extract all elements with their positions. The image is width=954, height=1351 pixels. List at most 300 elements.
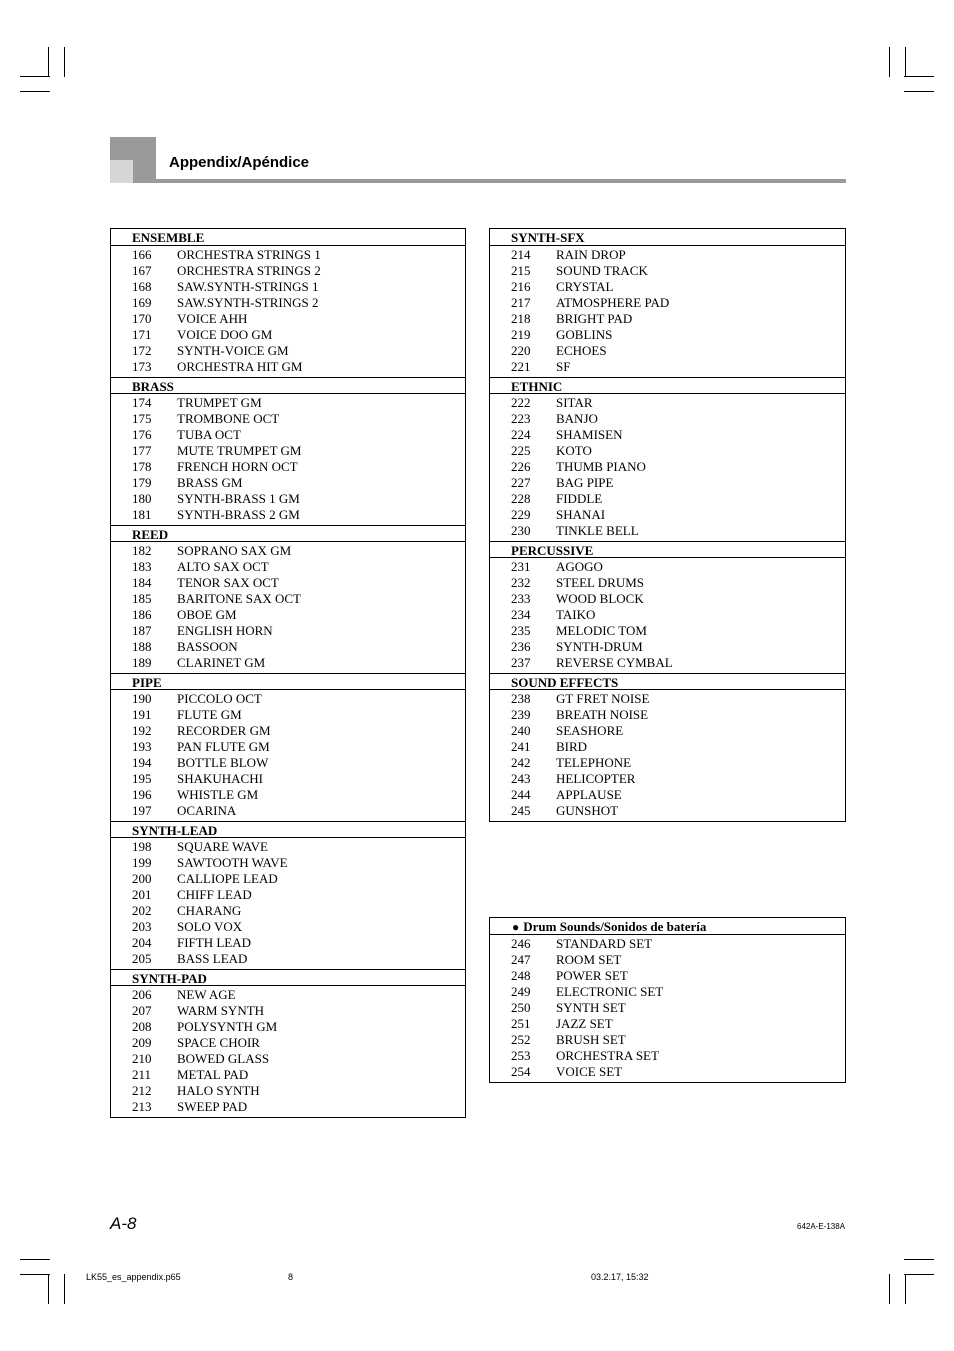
tone-name: SOUND TRACK: [556, 263, 648, 278]
tone-name: NEW AGE: [177, 987, 236, 1002]
tone-name: ORCHESTRA STRINGS 2: [177, 263, 321, 278]
tone-number: 183: [132, 559, 152, 574]
tone-name: BASSOON: [177, 639, 238, 654]
section-rows: [111, 690, 465, 821]
crop-mark: [48, 1274, 49, 1304]
tone-name: KOTO: [556, 443, 592, 458]
tone-number: 181: [132, 507, 152, 522]
tone-number: 171: [132, 327, 152, 342]
tone-number: 233: [511, 591, 531, 606]
tone-number: 175: [132, 411, 152, 426]
list-item: [111, 1051, 465, 1067]
tone-name: RECORDER GM: [177, 723, 271, 738]
tone-name: JAZZ SET: [556, 1016, 613, 1031]
header-decoration-inner: [110, 160, 133, 183]
section-header: SYNTH-SFX: [490, 229, 845, 246]
list-item: [111, 443, 465, 459]
list-item: [490, 691, 845, 707]
tone-name: BOTTLE BLOW: [177, 755, 269, 770]
list-item: [490, 491, 845, 507]
tone-name: PAN FLUTE GM: [177, 739, 270, 754]
list-item: [111, 655, 465, 671]
section-rows: [111, 986, 465, 1117]
list-item: [111, 739, 465, 755]
list-item: [111, 295, 465, 311]
tone-number: 231: [511, 559, 531, 574]
crop-mark: [20, 76, 50, 77]
crop-mark: [20, 91, 50, 92]
tone-name: WOOD BLOCK: [556, 591, 644, 606]
list-item: [490, 755, 845, 771]
tone-number: 168: [132, 279, 152, 294]
crop-mark: [905, 1274, 906, 1304]
list-item: [490, 263, 845, 279]
tone-name: TRUMPET GM: [177, 395, 262, 410]
list-item: [490, 311, 845, 327]
list-item: [490, 279, 845, 295]
footer-page: 8: [288, 1272, 294, 1282]
list-item: [490, 1016, 845, 1032]
tone-name: SEASHORE: [556, 723, 624, 738]
list-item: [111, 1035, 465, 1051]
tone-name: APPLAUSE: [556, 787, 622, 802]
list-item: [490, 559, 845, 575]
tone-number: 235: [511, 623, 531, 638]
list-item: [111, 543, 465, 559]
list-item: [490, 1000, 845, 1016]
crop-mark: [20, 1274, 50, 1275]
list-item: [490, 327, 845, 343]
tone-name: STANDARD SET: [556, 936, 653, 951]
list-item: [490, 607, 845, 623]
tone-number: 217: [511, 295, 531, 310]
list-item: [111, 395, 465, 411]
tone-name: ALTO SAX OCT: [177, 559, 269, 574]
list-item: [111, 903, 465, 919]
tone-number: 192: [132, 723, 152, 738]
tone-number: 215: [511, 263, 531, 278]
tone-name: FIDDLE: [556, 491, 603, 506]
tone-name: SHAMISEN: [556, 427, 623, 442]
list-item: [111, 1067, 465, 1083]
tone-number: 239: [511, 707, 531, 722]
section-header: ENSEMBLE: [111, 229, 465, 246]
tone-name: SOLO VOX: [177, 919, 243, 934]
list-item: [490, 395, 845, 411]
list-item: [490, 1064, 845, 1080]
section-header: PIPE: [111, 673, 465, 690]
list-item: [111, 855, 465, 871]
tone-number: 198: [132, 839, 152, 854]
list-item: [111, 475, 465, 491]
tone-number: 203: [132, 919, 152, 934]
tone-name: POWER SET: [556, 968, 628, 983]
list-item: [490, 936, 845, 952]
tone-name: BRIGHT PAD: [556, 311, 633, 326]
tone-name: TAIKO: [556, 607, 596, 622]
tone-name: ROOM SET: [556, 952, 622, 967]
tone-number: 246: [511, 936, 531, 951]
list-item: [111, 951, 465, 967]
tone-name: ORCHESTRA SET: [556, 1048, 659, 1063]
tone-name: CHARANG: [177, 903, 242, 918]
tone-name: VOICE SET: [556, 1064, 623, 1079]
list-item: [111, 839, 465, 855]
list-item: [490, 739, 845, 755]
tone-name: SYNTH-BRASS 2 GM: [177, 507, 300, 522]
tone-name: REVERSE CYMBAL: [556, 655, 673, 670]
tone-number: 187: [132, 623, 152, 638]
tone-name: GUNSHOT: [556, 803, 619, 818]
tone-name: WARM SYNTH: [177, 1003, 265, 1018]
tone-name: POLYSYNTH GM: [177, 1019, 278, 1034]
tone-number: 195: [132, 771, 152, 786]
list-item: [490, 459, 845, 475]
list-item: [111, 803, 465, 819]
crop-mark: [64, 1274, 65, 1304]
tone-name: BRUSH SET: [556, 1032, 626, 1047]
tone-name: ELECTRONIC SET: [556, 984, 664, 999]
tone-number: 253: [511, 1048, 531, 1063]
tone-number: 176: [132, 427, 152, 442]
tone-number: 166: [132, 247, 152, 262]
list-item: [111, 1003, 465, 1019]
drum-sounds-table: [489, 917, 846, 1083]
list-item: [490, 655, 845, 671]
tone-number: 226: [511, 459, 531, 474]
tone-number: 182: [132, 543, 152, 558]
list-item: [490, 952, 845, 968]
tone-number: 222: [511, 395, 531, 410]
tone-name: ENGLISH HORN: [177, 623, 273, 638]
tone-name: OBOE GM: [177, 607, 237, 622]
tone-name: ATMOSPHERE PAD: [556, 295, 670, 310]
tone-number: 193: [132, 739, 152, 754]
list-item: [111, 311, 465, 327]
tone-name: SITAR: [556, 395, 593, 410]
list-item: [111, 691, 465, 707]
tone-name: SYNTH-BRASS 1 GM: [177, 491, 300, 506]
list-item: [490, 523, 845, 539]
tone-number: 200: [132, 871, 152, 886]
list-item: [490, 443, 845, 459]
list-item: [111, 771, 465, 787]
list-item: [111, 559, 465, 575]
tone-name: SQUARE WAVE: [177, 839, 268, 854]
tone-number: 167: [132, 263, 152, 278]
section-header: SYNTH-PAD: [111, 969, 465, 986]
tone-name: VOICE DOO GM: [177, 327, 273, 342]
list-item: [111, 343, 465, 359]
tone-number: 212: [132, 1083, 152, 1098]
tone-number: 216: [511, 279, 531, 294]
tone-number: 245: [511, 803, 531, 818]
list-item: [111, 723, 465, 739]
tone-name: TELEPHONE: [556, 755, 632, 770]
tone-name: SWEEP PAD: [177, 1099, 248, 1114]
section-rows: [490, 246, 845, 377]
tone-number: 241: [511, 739, 531, 754]
tone-number: 240: [511, 723, 531, 738]
list-item: [111, 491, 465, 507]
tone-number: 190: [132, 691, 152, 706]
tone-number: 185: [132, 591, 152, 606]
tone-name: FIFTH LEAD: [177, 935, 252, 950]
tone-number: 196: [132, 787, 152, 802]
tone-name: MUTE TRUMPET GM: [177, 443, 302, 458]
list-item: [111, 987, 465, 1003]
tone-name: PICCOLO OCT: [177, 691, 262, 706]
list-item: [490, 427, 845, 443]
crop-mark: [20, 1259, 50, 1260]
tone-name: ECHOES: [556, 343, 607, 358]
tone-name: FLUTE GM: [177, 707, 242, 722]
list-item: [111, 787, 465, 803]
crop-mark: [64, 47, 65, 77]
tone-number: 249: [511, 984, 531, 999]
tone-number: 202: [132, 903, 152, 918]
tone-name: SF: [556, 359, 571, 374]
list-item: [111, 247, 465, 263]
list-item: [490, 411, 845, 427]
list-item: [111, 1099, 465, 1115]
tone-list-left: [110, 228, 466, 1118]
drum-rows: [490, 935, 845, 1082]
tone-number: 189: [132, 655, 152, 670]
list-item: [490, 247, 845, 263]
tone-name: SAWTOOTH WAVE: [177, 855, 288, 870]
tone-name: TENOR SAX OCT: [177, 575, 279, 590]
list-item: [490, 1048, 845, 1064]
list-item: [490, 771, 845, 787]
tone-number: 214: [511, 247, 531, 262]
tone-name: BANJO: [556, 411, 598, 426]
tone-number: 169: [132, 295, 152, 310]
tone-name: CRYSTAL: [556, 279, 614, 294]
tone-name: VOICE AHH: [177, 311, 248, 326]
section-rows: [111, 246, 465, 377]
list-item: [111, 1083, 465, 1099]
list-item: [490, 639, 845, 655]
list-item: [490, 723, 845, 739]
tone-number: 228: [511, 491, 531, 506]
tone-number: 178: [132, 459, 152, 474]
list-item: [490, 803, 845, 819]
list-item: [111, 607, 465, 623]
list-item: [490, 359, 845, 375]
list-item: [111, 755, 465, 771]
section-rows: [490, 558, 845, 673]
tone-number: 174: [132, 395, 152, 410]
tone-number: 219: [511, 327, 531, 342]
list-item: [111, 507, 465, 523]
tone-number: 251: [511, 1016, 531, 1031]
list-item: [111, 639, 465, 655]
list-item: [490, 968, 845, 984]
tone-name: ORCHESTRA STRINGS 1: [177, 247, 321, 262]
drum-table-title: Drum Sounds/Sonidos de batería: [523, 919, 707, 934]
tone-name: HALO SYNTH: [177, 1083, 260, 1098]
tone-number: 206: [132, 987, 152, 1002]
tone-name: BAG PIPE: [556, 475, 614, 490]
tone-number: 220: [511, 343, 531, 358]
list-item: [111, 359, 465, 375]
tone-name: SYNTH-DRUM: [556, 639, 643, 654]
tone-name: GT FRET NOISE: [556, 691, 650, 706]
section-header: REED: [111, 525, 465, 542]
tone-name: SHANAI: [556, 507, 606, 522]
tone-number: 247: [511, 952, 531, 967]
tone-name: SPACE CHOIR: [177, 1035, 260, 1050]
tone-number: 211: [132, 1067, 152, 1082]
tone-number: 232: [511, 575, 531, 590]
tone-number: 207: [132, 1003, 152, 1018]
tone-name: GOBLINS: [556, 327, 613, 342]
list-item: [490, 507, 845, 523]
tone-name: WHISTLE GM: [177, 787, 259, 802]
page-title: Appendix/Apéndice: [169, 154, 310, 171]
page-number: A-8: [110, 1214, 137, 1233]
tone-name: TROMBONE OCT: [177, 411, 280, 426]
tone-number: 208: [132, 1019, 152, 1034]
crop-mark: [889, 47, 890, 77]
tone-number: 194: [132, 755, 152, 770]
tone-number: 238: [511, 691, 531, 706]
list-item: [111, 279, 465, 295]
tone-name: BOWED GLASS: [177, 1051, 270, 1066]
document-code: 642A-E-138A: [797, 1222, 846, 1231]
tone-number: 250: [511, 1000, 531, 1015]
tone-number: 186: [132, 607, 152, 622]
tone-name: METAL PAD: [177, 1067, 249, 1082]
list-item: [111, 623, 465, 639]
tone-name: OCARINA: [177, 803, 237, 818]
tone-number: 213: [132, 1099, 152, 1114]
tone-number: 224: [511, 427, 531, 442]
tone-number: 254: [511, 1064, 531, 1079]
tone-number: 201: [132, 887, 152, 902]
footer-filename: LK55_es_appendix.p65: [86, 1272, 181, 1282]
section-rows: [490, 394, 845, 541]
tone-number: 227: [511, 475, 531, 490]
list-item: [490, 623, 845, 639]
list-item: [111, 707, 465, 723]
section-rows: [111, 542, 465, 673]
crop-mark: [904, 91, 934, 92]
tone-number: 223: [511, 411, 531, 426]
list-item: [490, 707, 845, 723]
tone-number: 218: [511, 311, 531, 326]
list-item: [490, 787, 845, 803]
tone-name: TUBA OCT: [177, 427, 241, 442]
section-header: BRASS: [111, 377, 465, 394]
crop-mark: [904, 1259, 934, 1260]
tone-number: 242: [511, 755, 531, 770]
tone-name: BASS LEAD: [177, 951, 248, 966]
tone-number: 184: [132, 575, 152, 590]
list-item: [490, 591, 845, 607]
tone-number: 225: [511, 443, 531, 458]
crop-mark: [905, 47, 906, 77]
tone-number: 197: [132, 803, 152, 818]
list-item: [111, 575, 465, 591]
tone-name: STEEL DRUMS: [556, 575, 644, 590]
crop-mark: [48, 47, 49, 77]
tone-number: 243: [511, 771, 531, 786]
tone-name: AGOGO: [556, 559, 603, 574]
tone-name: RAIN DROP: [556, 247, 626, 262]
tone-number: 234: [511, 607, 531, 622]
tone-name: CLARINET GM: [177, 655, 266, 670]
section-header: ETHNIC: [490, 377, 845, 394]
list-item: [490, 575, 845, 591]
crop-mark: [904, 76, 934, 77]
section-rows: [490, 690, 845, 821]
tone-name: SYNTH SET: [556, 1000, 626, 1015]
tone-number: 173: [132, 359, 152, 374]
tone-name: BREATH NOISE: [556, 707, 649, 722]
section-header: SOUND EFFECTS: [490, 673, 845, 690]
section-header: PERCUSSIVE: [490, 541, 845, 558]
tone-number: 221: [511, 359, 531, 374]
list-item: [111, 871, 465, 887]
tone-number: 252: [511, 1032, 531, 1047]
section-header: SYNTH-LEAD: [111, 821, 465, 838]
list-item: [490, 984, 845, 1000]
list-item: [111, 591, 465, 607]
list-item: [111, 935, 465, 951]
tone-number: 204: [132, 935, 152, 950]
tone-number: 237: [511, 655, 531, 670]
tone-name: CHIFF LEAD: [177, 887, 252, 902]
list-item: [111, 427, 465, 443]
list-item: [111, 263, 465, 279]
tone-name: ORCHESTRA HIT GM: [177, 359, 303, 374]
tone-name: THUMB PIANO: [556, 459, 646, 474]
tone-name: SAW.SYNTH-STRINGS 2: [177, 295, 319, 310]
list-item: [111, 887, 465, 903]
tone-number: 209: [132, 1035, 152, 1050]
tone-name: SAW.SYNTH-STRINGS 1: [177, 279, 319, 294]
tone-number: 205: [132, 951, 152, 966]
tone-number: 199: [132, 855, 152, 870]
tone-number: 236: [511, 639, 531, 654]
drum-table-header: [490, 918, 845, 935]
tone-number: 230: [511, 523, 531, 538]
tone-name: FRENCH HORN OCT: [177, 459, 298, 474]
list-item: [490, 343, 845, 359]
tone-name: SYNTH-VOICE GM: [177, 343, 289, 358]
tone-name: SOPRANO SAX GM: [177, 543, 292, 558]
list-item: [111, 327, 465, 343]
tone-number: 188: [132, 639, 152, 654]
list-item: [111, 919, 465, 935]
tone-number: 210: [132, 1051, 152, 1066]
tone-number: 191: [132, 707, 152, 722]
tone-number: 179: [132, 475, 152, 490]
tone-name: BARITONE SAX OCT: [177, 591, 301, 606]
list-item: [111, 459, 465, 475]
tone-list-right: [489, 228, 846, 822]
section-rows: [111, 394, 465, 525]
header-rule: [156, 179, 846, 183]
tone-number: 180: [132, 491, 152, 506]
tone-name: HELICOPTER: [556, 771, 636, 786]
tone-number: 170: [132, 311, 152, 326]
crop-mark: [889, 1274, 890, 1304]
list-item: [111, 1019, 465, 1035]
list-item: [490, 475, 845, 491]
